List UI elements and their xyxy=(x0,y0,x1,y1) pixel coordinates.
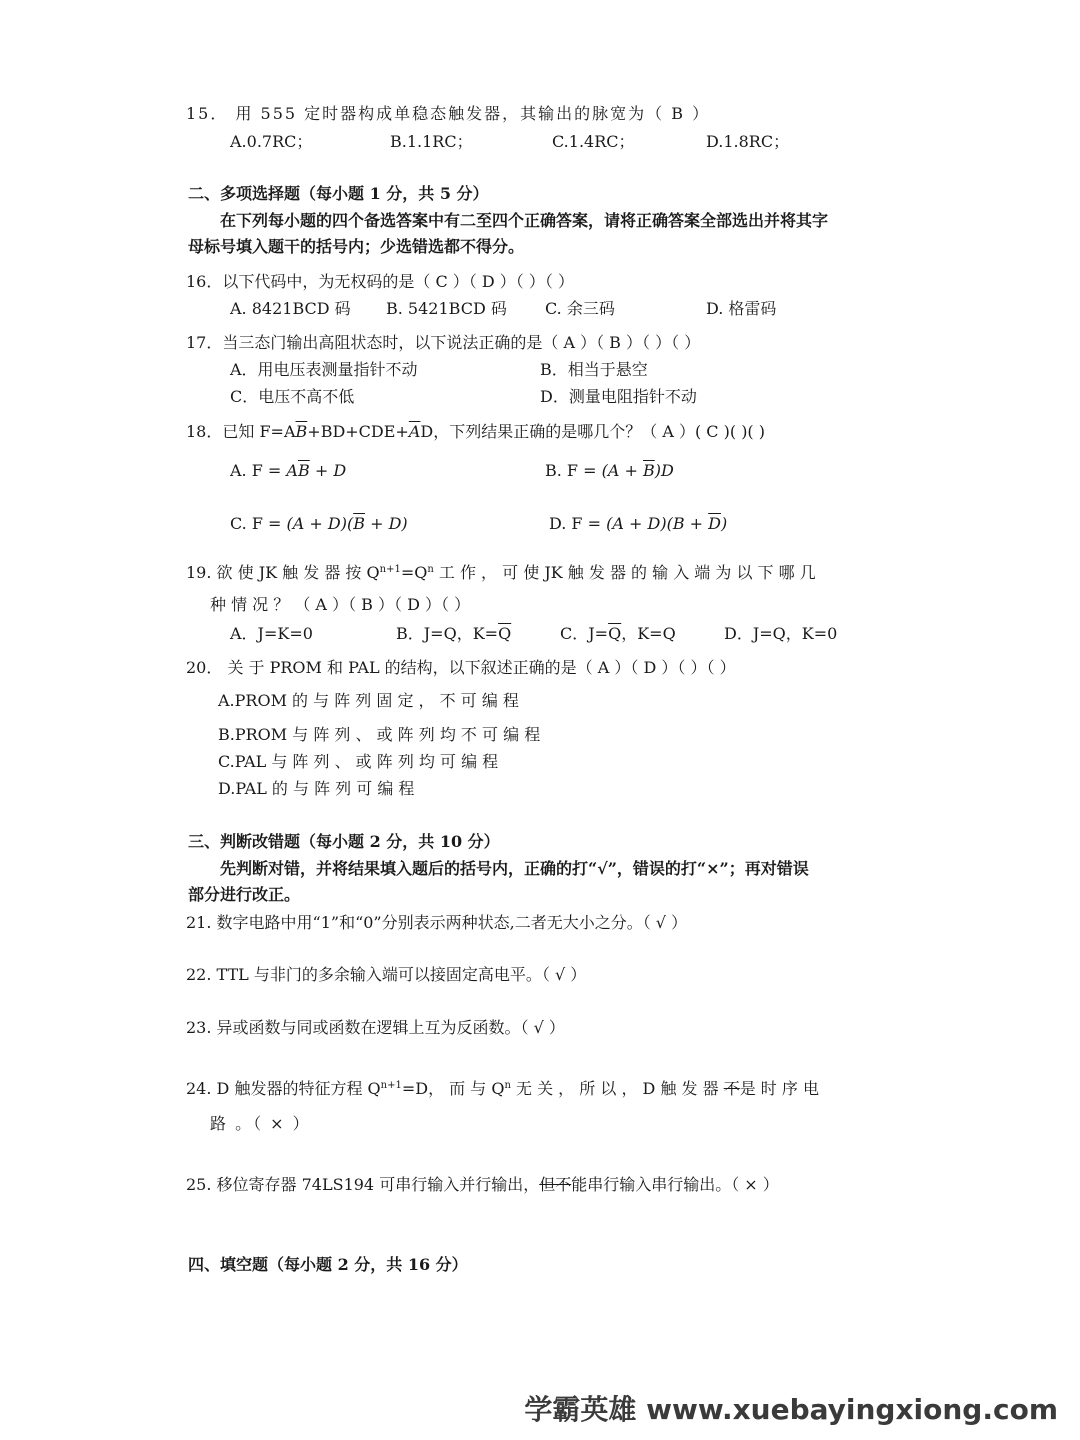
q16-option-d: D. 格雷码 xyxy=(706,299,777,318)
q18-stem-mid: +BD+CDE+ xyxy=(307,422,409,441)
q20-option-a: A.PROM 的 与 阵 列 固 定 ， 不 可 编 程 xyxy=(218,691,519,710)
q18-b-bar: $\overline{B}$ xyxy=(295,422,308,441)
q18-option-c-label: C. F = xyxy=(230,514,282,533)
question-24-line1 xyxy=(186,1078,819,1100)
q24-sup-n: n xyxy=(504,1080,511,1091)
q20-option-b: B.PROM 与 阵 列 、 或 阵 列 均 不 可 编 程 xyxy=(218,725,541,744)
question-24-line2: 路 。（ × ） xyxy=(210,1114,311,1133)
q18-stem-suffix: D，下列结果正确的是哪几个？（ A ）( C )( )( ) xyxy=(420,422,766,441)
section-3-instructions-line2: 部分进行改正。 xyxy=(188,885,301,904)
q24-text-d: 是 时 序 电 xyxy=(739,1079,819,1098)
q19-sup-n1: n+1 xyxy=(379,564,401,575)
q19-option-b-text: B．J=Q，K= xyxy=(396,624,499,643)
q19-option-c-text: C．J= xyxy=(560,624,609,643)
q19-stem-a: 19. 欲 使 JK 触 发 器 按 Q xyxy=(186,563,380,582)
q24-text-b: =D， 而 与 Q xyxy=(401,1079,505,1098)
q24-text-a: 24. D 触发器的特征方程 Q xyxy=(186,1079,381,1098)
q18-option-c: C. $F = (A + D)(\overline{B} + D)$ xyxy=(230,514,408,533)
section-3-heading: 三、判断改错题（每小题 2 分，共 10 分） xyxy=(188,832,500,851)
question-22: 22. TTL 与非门的多余输入端可以接固定高电平。（ √ ） xyxy=(186,965,587,984)
q19-option-c-tail: ，K=Q xyxy=(621,624,676,643)
q25-text-b: 能串行输入串行输出。（ × ） xyxy=(571,1175,779,1194)
q20-option-c: C.PAL 与 阵 列 、 或 阵 列 均 可 编 程 xyxy=(218,752,499,771)
q18-option-d: D. $F = (A + D)(B + \overline{D})$ xyxy=(549,514,728,533)
q19-stem-b: =Q xyxy=(400,563,428,582)
question-18-stem xyxy=(186,421,765,443)
question-23: 23. 异或函数与同或函数在逻辑上互为反函数。（ √ ） xyxy=(186,1018,565,1037)
question-15-stem: 15． 用 555 定时器构成单稳态触发器，其输出的脉宽为（ B ） xyxy=(186,104,711,123)
q15-option-b: B.1.1RC； xyxy=(390,132,473,151)
section-4-heading: 四、填空题（每小题 2 分，共 16 分） xyxy=(188,1255,468,1274)
q19-option-c-qbar: $\overline{Q}$ xyxy=(608,624,622,643)
q18-option-d-label: D. F = xyxy=(549,514,602,533)
q18-a-bar: $\overline{A}$ xyxy=(408,422,421,441)
q19-option-b xyxy=(396,623,511,645)
section-2-heading: 二、多项选择题（每小题 1 分，共 5 分） xyxy=(188,184,489,203)
q24-text-c: 无 关 ， 所 以 ， D 触 发 器 xyxy=(510,1079,724,1098)
q16-option-c: C. 余三码 xyxy=(545,299,615,318)
q17-option-a: A．用电压表测量指针不动 xyxy=(230,360,418,379)
q24-sup-n1: n+1 xyxy=(380,1080,402,1091)
q15-option-d: D.1.8RC； xyxy=(706,132,790,151)
q25-struck-text: 但不 xyxy=(539,1175,572,1194)
q18-option-a: A. $F = A\overline{B} + D$ xyxy=(230,461,347,480)
question-16-stem: 16．以下代码中，为无权码的是（ C ）（ D ）（ ）（ ） xyxy=(186,272,574,291)
question-20-stem: 20． 关 于 PROM 和 PAL 的结构，以下叙述正确的是（ A ）（ D ）（ ）（ ） xyxy=(186,658,736,677)
q25-text-a: 25. 移位寄存器 74LS194 可串行输入并行输出， xyxy=(186,1175,540,1194)
q17-option-b: B．相当于悬空 xyxy=(540,360,648,379)
question-19-stem-line2: 种 情 况 ？ （ A ）（ B ）（ D ）（ ） xyxy=(210,595,471,614)
q18-option-b-label: B. F = xyxy=(545,461,597,480)
q15-option-c: C.1.4RC； xyxy=(552,132,635,151)
question-19-stem-line1 xyxy=(186,562,816,584)
section-3-instructions-line1: 先判断对错，并将结果填入题后的括号内，正确的打“√”，错误的打“×”；再对错误 xyxy=(220,859,809,878)
q19-option-a: A．J=K=0 xyxy=(230,624,313,643)
q18-option-b: B. $F = (A + \overline{B})D$ xyxy=(545,461,674,480)
q15-option-a: A.0.7RC； xyxy=(230,132,313,151)
q24-struck-text: 不 xyxy=(723,1079,740,1098)
question-25 xyxy=(186,1174,779,1196)
q19-option-b-qbar: $\overline{Q}$ xyxy=(498,624,512,643)
q19-stem-c: 工 作 ， 可 使 JK 触 发 器 的 输 入 端 为 以 下 哪 几 xyxy=(433,563,816,582)
question-21: 21. 数字电路中用“1”和“0”分别表示两种状态,二者无大小之分。（ √ ） xyxy=(186,913,688,932)
watermark: 学霸英雄 www.xuebayingxiong.com xyxy=(524,1393,1058,1426)
q16-option-b: B. 5421BCD 码 xyxy=(386,299,507,318)
section-2-instructions-line2: 母标号填入题干的括号内；少选错选都不得分。 xyxy=(188,237,525,256)
q17-option-d: D．测量电阻指针不动 xyxy=(540,387,697,406)
q20-option-d: D.PAL 的 与 阵 列 可 编 程 xyxy=(218,779,415,798)
q19-option-c xyxy=(560,623,676,645)
section-2-instructions-line1: 在下列每小题的四个备选答案中有二至四个正确答案，请将正确答案全部选出并将其字 xyxy=(220,211,829,230)
q17-option-c: C．电压不高不低 xyxy=(230,387,355,406)
q18-stem-prefix: 18．已知 F=A xyxy=(186,422,296,441)
q19-option-d: D．J=Q，K=0 xyxy=(724,624,838,643)
question-17-stem: 17．当三态门输出高阻状态时，以下说法正确的是（ A ）（ B ）（ ）（ ） xyxy=(186,333,701,352)
q16-option-a: A. 8421BCD 码 xyxy=(230,299,351,318)
q18-option-a-label: A. F = xyxy=(230,461,282,480)
q19-sup-n: n xyxy=(427,564,434,575)
